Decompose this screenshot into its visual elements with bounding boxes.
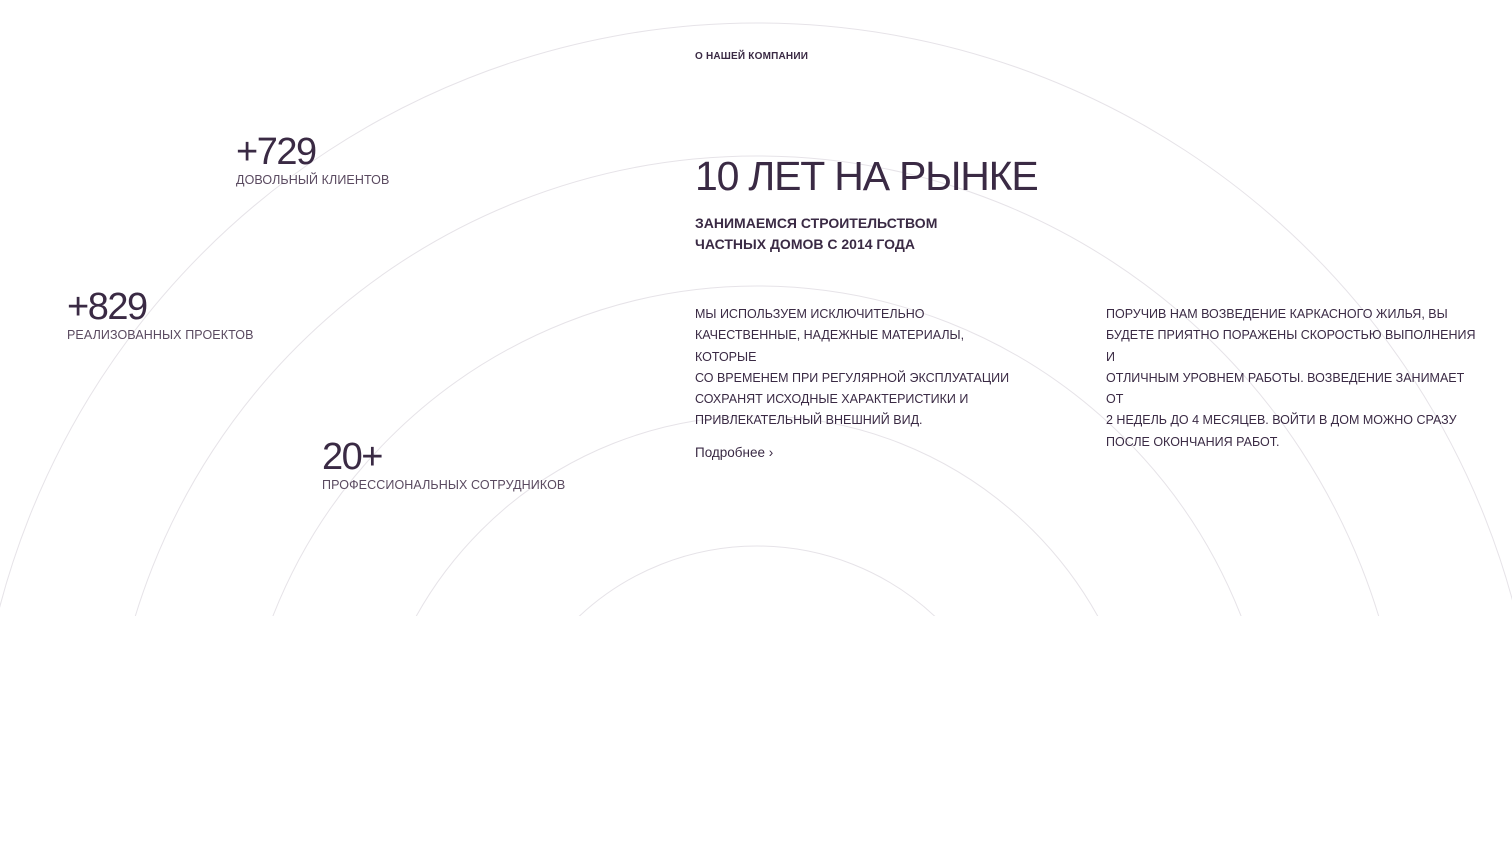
stat-value: +729 (236, 131, 316, 173)
paragraph-line: СОХРАНЯТ ИСХОДНЫЕ ХАРАКТЕРИСТИКИ И (695, 392, 969, 407)
paragraph-line: ПОРУЧИВ НАМ ВОЗВЕДЕНИЕ КАРКАСНОГО ЖИЛЬЯ, ВЫ (1106, 307, 1448, 321)
paragraph-line: МЫ ИСПОЛЬЗУЕМ ИСКЛЮЧИТЕЛЬНО (695, 307, 925, 321)
paragraph-line: 2 НЕДЕЛЬ ДО 4 МЕСЯЦЕВ. ВОЙТИ В ДОМ МОЖНО СРАЗУ (1106, 413, 1457, 428)
stat-label: ДОВОЛЬНЫЙ КЛИЕНТОВ (236, 173, 390, 187)
arc-ring-2 (107, 156, 1407, 842)
construction-speed-paragraph (1106, 304, 1476, 453)
paragraph-line: ПРИВЛЕКАТЕЛЬНЫЙ ВНЕШНИЙ ВИД. (695, 413, 923, 428)
stat-professional-staff (322, 437, 565, 492)
stat-completed-projects (67, 287, 254, 342)
subtitle-line: ЗАНИМАЕМСЯ СТРОИТЕЛЬСТВОМ (695, 215, 938, 231)
stat-label: РЕАЛИЗОВАННЫХ ПРОЕКТОВ (67, 328, 254, 342)
more-details-link[interactable]: Подробнее › (695, 445, 774, 460)
paragraph-line: СО ВРЕМЕНЕМ ПРИ РЕГУЛЯРНОЙ ЭКСПЛУАТАЦИИ (695, 370, 1010, 385)
stat-label: ПРОФЕССИОНАЛЬНЫХ СОТРУДНИКОВ (322, 478, 566, 492)
section-title: 10 ЛЕТ НА РЫНКЕ (695, 153, 1038, 199)
paragraph-line: ОТЛИЧНЫМ УРОВНЕМ РАБОТЫ. ВОЗВЕДЕНИЕ ЗАНИМАЕТ ОТ (1106, 370, 1465, 407)
arc-ring-5 (497, 546, 1017, 842)
paragraph-line: КАЧЕСТВЕННЫЕ, НАДЕЖНЫЕ МАТЕРИАЛЫ, КОТОРЫЕ (695, 328, 965, 364)
stat-value: +829 (67, 286, 147, 328)
paragraph-line: ПОСЛЕ ОКОНЧАНИЯ РАБОТ. (1106, 434, 1280, 449)
subtitle-line: ЧАСТНЫХ ДОМОВ С 2014 ГОДА (695, 236, 915, 252)
section-subtitle (695, 213, 955, 255)
paragraph-line: БУДЕТЕ ПРИЯТНО ПОРАЖЕНЫ СКОРОСТЬЮ ВЫПОЛНЕНИЯ И (1106, 328, 1476, 364)
section-eyebrow: О НАШЕЙ КОМПАНИИ (695, 51, 809, 62)
stat-value: 20+ (322, 436, 382, 478)
stat-happy-clients (236, 132, 389, 187)
materials-paragraph (695, 304, 1015, 432)
